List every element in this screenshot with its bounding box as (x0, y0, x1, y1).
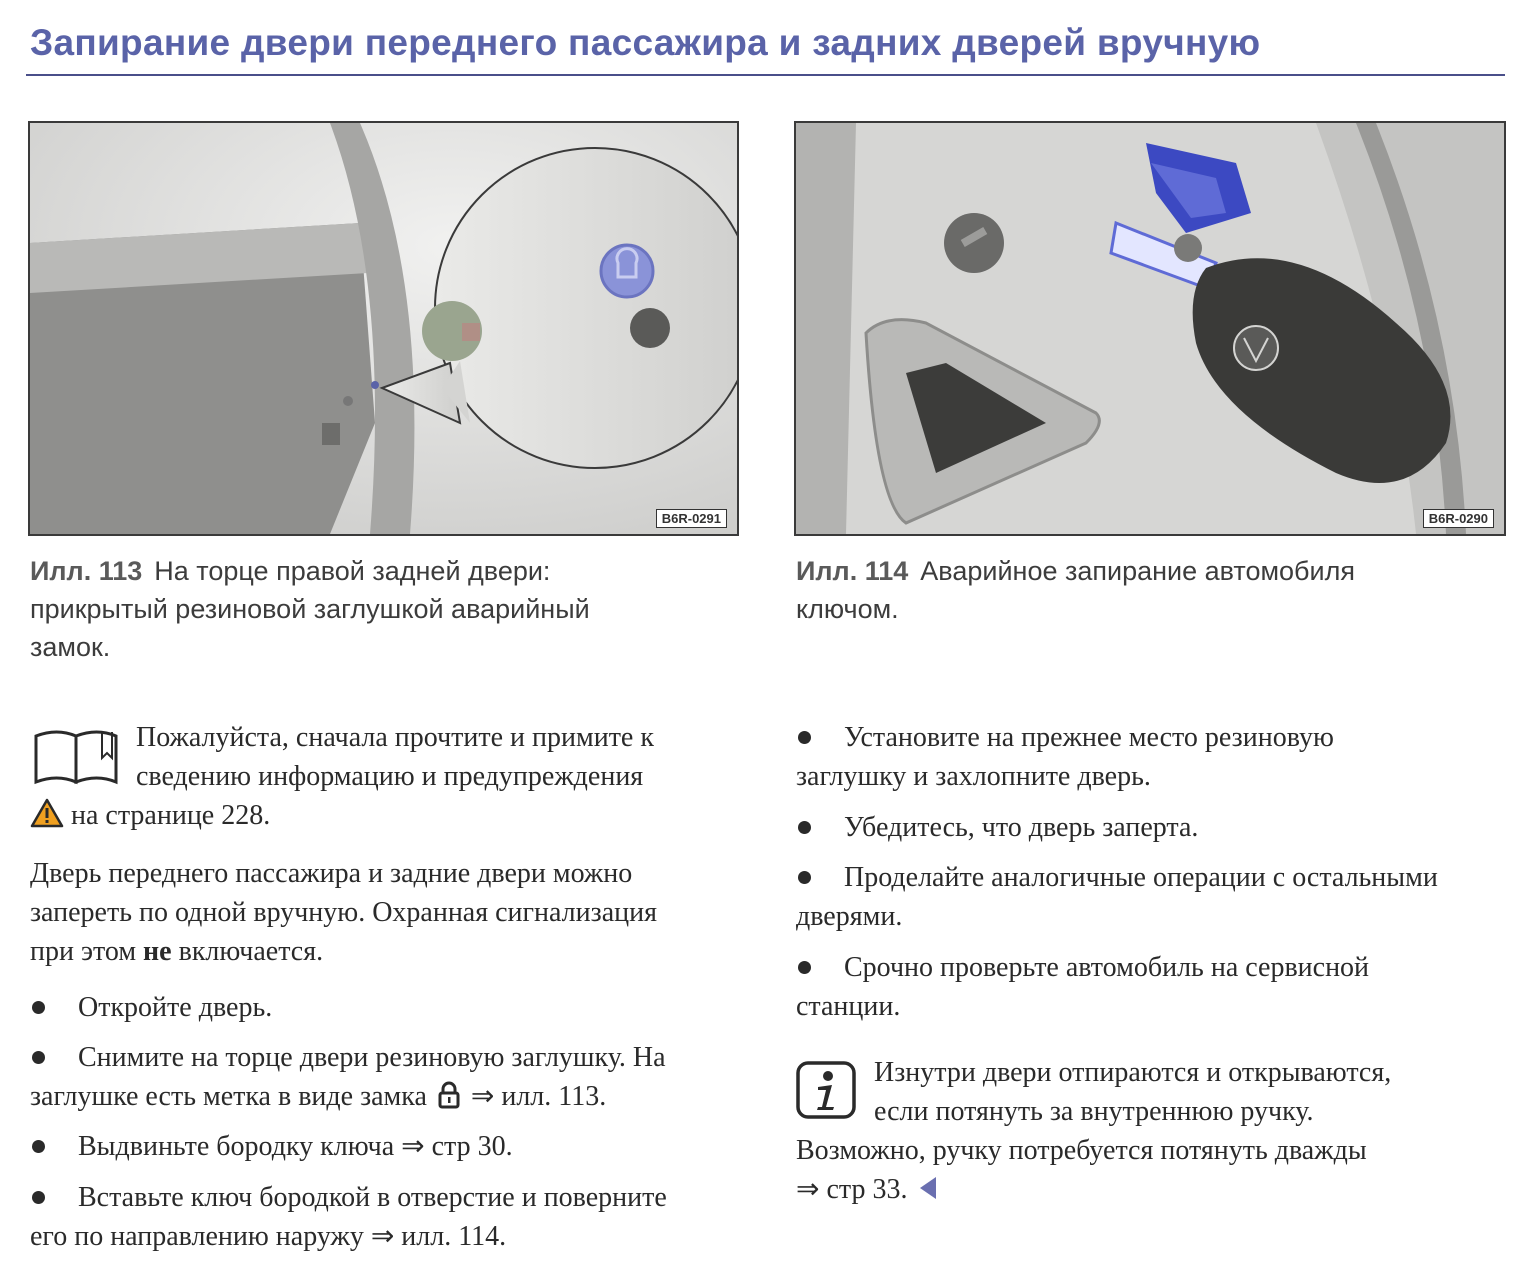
bullet-icon (798, 871, 811, 884)
list-item: Откройте дверь. (30, 988, 740, 1027)
list-item: Срочно проверьте автомобиль на сервисной станции. (796, 952, 1370, 1022)
figure-113-code: B6R-0291 (656, 509, 727, 528)
title-divider (26, 74, 1505, 76)
section-end-icon (918, 1175, 938, 1201)
list-item: Вставьте ключ бородкой в отверстие и поверните его по направлению наружу ⇒ илл. 114. (30, 1182, 667, 1252)
list-item: Выдвиньте бородку ключа ⇒ стр 30. (30, 1127, 740, 1166)
figure-113-caption: Илл. 113 На торце правой задней двери: прикрытый резиновой заглушкой аварийный замок. (30, 556, 590, 662)
figure-113-label: Илл. 113 (30, 556, 143, 586)
warning-icon (30, 798, 64, 828)
bullet-icon (32, 1051, 45, 1064)
bullet-icon (32, 1001, 45, 1014)
bullet-icon (798, 821, 811, 834)
bullet-icon (32, 1191, 45, 1204)
figure-113-image (28, 121, 739, 536)
list-item: Убедитесь, что дверь заперта. (796, 808, 1506, 847)
lock-icon (438, 1081, 460, 1109)
list-item: Установите на прежнее место резиновую заглушку и захлопните дверь. (796, 722, 1334, 792)
list-item: Проделайте аналогичные операции с остальными дверями. (796, 862, 1438, 932)
figure-114-image (794, 121, 1506, 536)
page-title: Запирание двери переднего пассажира и задних дверей вручную (30, 22, 1261, 63)
info-icon (796, 1061, 858, 1121)
bullet-icon (32, 1140, 45, 1153)
figure-114-caption: Илл. 114 Аварийное запирание автомобиля ключом. (796, 556, 1355, 624)
read-first-notice: Пожалуйста, сначала прочтите и примите к сведению информацию и предупреждения на странице 228. (30, 718, 740, 835)
list-item: Снимите на торце двери резиновую заглушку. На заглушке есть метка в виде замка ⇒ илл. 113. (30, 1042, 666, 1112)
intro-paragraph: Дверь переднего пассажира и задние двери можно запереть по одной вручную. Охранная сигнализация при этом не включается. (30, 858, 657, 967)
book-icon (32, 728, 122, 790)
bullet-icon (798, 731, 811, 744)
info-note: Изнутри двери отпираются и открываются, если потянуть за внутреннюю ручку. Возможно, ручку потребуется потянуть дважды ⇒ стр 33. (796, 1057, 1392, 1205)
figure-114-label: Илл. 114 (796, 556, 909, 586)
bullet-icon (798, 961, 811, 974)
figure-114-code: B6R-0290 (1423, 509, 1494, 528)
